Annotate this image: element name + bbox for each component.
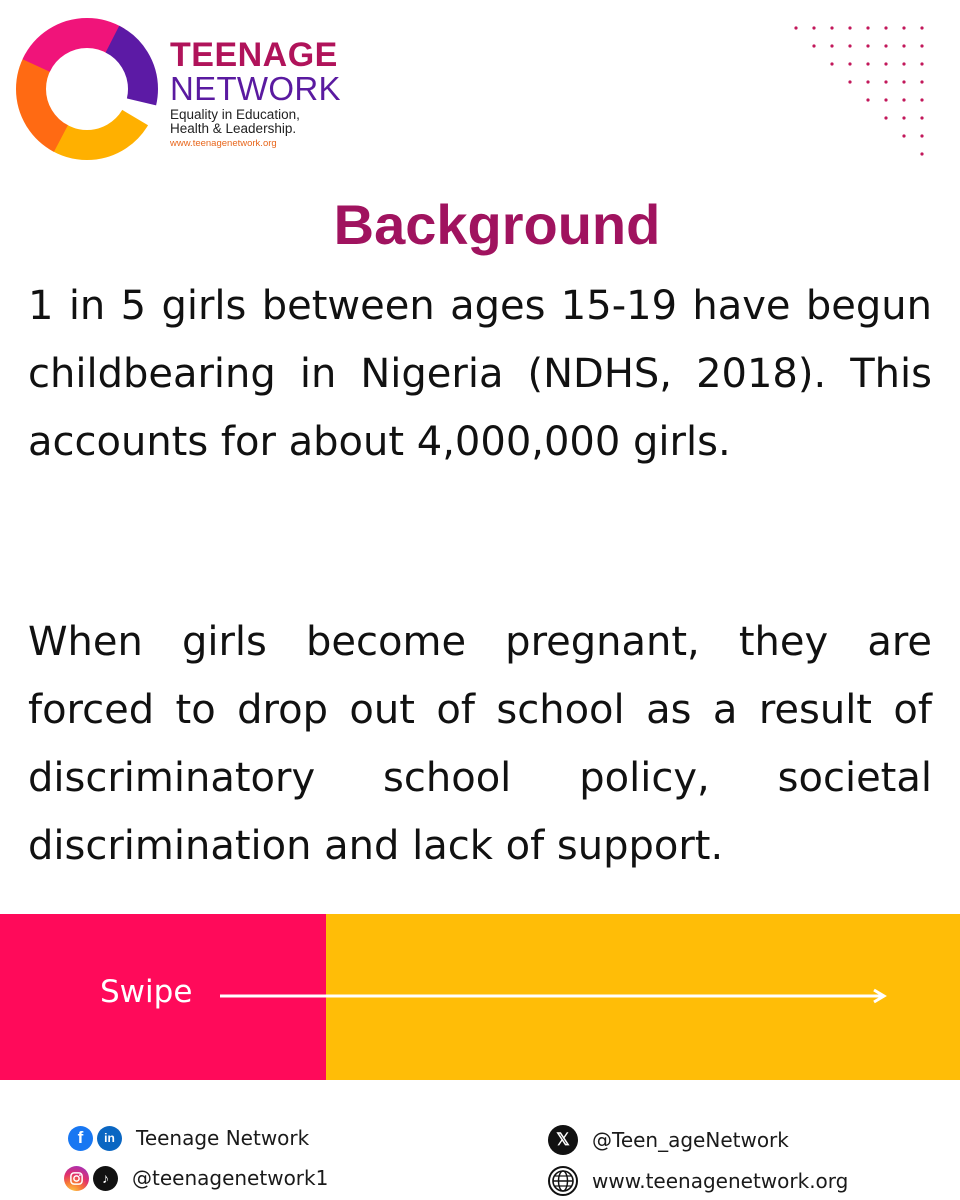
swipe-label: Swipe (100, 974, 193, 1010)
logo-subtitle: NETWORK (170, 70, 341, 107)
decor-dot (848, 44, 851, 47)
decor-dot (830, 44, 833, 47)
arrow-right-icon (220, 986, 890, 1006)
decor-dot (920, 152, 923, 155)
footer-facebook-text: Teenage Network (136, 1126, 310, 1150)
decor-dot (866, 62, 869, 65)
decor-dot (902, 44, 905, 47)
logo-url: www.teenagenetwork.org (170, 138, 277, 149)
decor-dot (830, 62, 833, 65)
decor-dot (920, 26, 923, 29)
logo-title: TEENAGE (170, 36, 338, 74)
footer-x[interactable] (548, 1124, 789, 1156)
decor-dot (830, 26, 833, 29)
decor-dot (920, 44, 923, 47)
decor-dot (884, 80, 887, 83)
decor-dot (866, 26, 869, 29)
globe-icon (548, 1166, 578, 1196)
decor-dot (884, 26, 887, 29)
decor-dot (902, 116, 905, 119)
dot-pattern-decoration (790, 22, 940, 167)
tiktok-icon: ♪ (93, 1166, 118, 1191)
logo-tagline: Equality in Education, Health & Leadership. (170, 107, 300, 136)
paragraph-consequences: When girls become pregnant, they are forced to drop out of school as a result of discriminatory school policy, societal discrimination and lack of support. (28, 619, 932, 869)
decor-dot (884, 44, 887, 47)
instagram-icon (64, 1166, 89, 1191)
decor-dot (902, 62, 905, 65)
decor-dot (848, 80, 851, 83)
footer-instagram-text: @teenagenetwork1 (132, 1166, 329, 1190)
decor-dot (812, 26, 815, 29)
decor-dot (920, 98, 923, 101)
linkedin-icon: in (97, 1126, 122, 1151)
decor-dot (866, 80, 869, 83)
decor-dot (884, 98, 887, 101)
footer-instagram-tiktok[interactable] (64, 1162, 328, 1194)
swipe-banner[interactable] (0, 914, 960, 1080)
decor-dot (920, 62, 923, 65)
decor-dot (884, 116, 887, 119)
section-heading: Background (333, 193, 661, 256)
decor-dot (902, 98, 905, 101)
decor-dot (902, 80, 905, 83)
decor-dot (920, 80, 923, 83)
paragraph-statistics: 1 in 5 girls between ages 15-19 have begun childbearing in Nigeria (NDHS, 2018). This accounts for about 4,000,000 girls. (28, 283, 932, 465)
decor-dot (902, 26, 905, 29)
footer-facebook-linkedin[interactable] (68, 1122, 309, 1154)
decor-dot (920, 116, 923, 119)
facebook-icon: f (68, 1126, 93, 1151)
decor-dot (794, 26, 797, 29)
decor-dot (920, 134, 923, 137)
ring-logo-icon (12, 16, 162, 162)
footer-website[interactable] (548, 1165, 848, 1197)
decor-dot (866, 98, 869, 101)
footer-x-text: @Teen_ageNetwork (592, 1128, 789, 1152)
decor-dot (884, 62, 887, 65)
decor-dot (866, 44, 869, 47)
logo-text-block (170, 38, 341, 149)
decor-dot (848, 26, 851, 29)
brand-logo (12, 16, 342, 166)
x-icon: 𝕏 (548, 1125, 578, 1155)
decor-dot (848, 62, 851, 65)
decor-dot (812, 44, 815, 47)
footer-website-text: www.teenagenetwork.org (592, 1169, 849, 1193)
decor-dot (902, 134, 905, 137)
